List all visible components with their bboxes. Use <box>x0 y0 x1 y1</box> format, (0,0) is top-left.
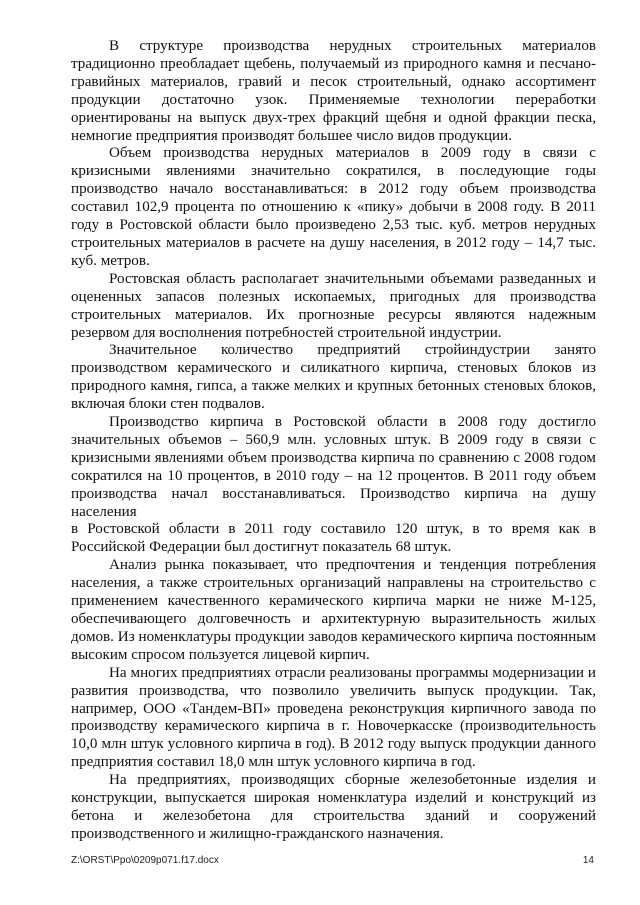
paragraph-reinforced-concrete: На предприятиях, производящих сборные железобетонные изделия и конструкции, выпускается широкая номенклатура изделий и конструкций из бетона и железобетона для строительства зданий и сооружений производственного и жилищно-гражданского назначения. <box>71 772 596 842</box>
paragraph-brick-per-capita: в Ростовской области в 2011 году составило 120 штук, в то время как в Российской Федерации был достигнут показатель 68 штук. <box>71 521 596 556</box>
footer-file-path: Z:\ORST\Ppo\0209p071.f17.docx <box>71 855 219 866</box>
paragraph-nonmetallic-volume: Объем производства нерудных материалов в 2009 году в связи с кризисными явлениями значительно сократился, в последующие годы производство начало восстанавливаться: в 2012 году объем производства составил 102,9 процента по отношению к «пику» добычи в 2008 году. В 2011 году в Ростовской области было произведено 2,53 тыс. куб. метров нерудных строительных материалов в расчете на душу населения, в 2012 году – 14,7 тыс. куб. метров. <box>71 145 596 269</box>
paragraph-enterprises-count: Значительное количество предприятий стройиндустрии занято производством керамического и силикатного кирпича, стеновых блоков из природного камня, гипса, а также мелких и крупных бетонных стеновых блоков, включая блоки стен подвалов. <box>71 342 596 413</box>
paragraph-modernization: На многих предприятиях отрасли реализованы программы модернизации и развития производства, что позволило увеличить выпуск продукции. Так, например, ООО «Тандем-ВП» проведена реконструкция кирпичного завода по производству керамического кирпича в г. Новочеркасске (производительность 10,0 млн штук условного кирпича в год). В 2012 году выпуск продукции данного предприятия составил 18,0 млн штук условного кирпича в год. <box>71 664 596 771</box>
page-number: 14 <box>582 855 594 866</box>
paragraph-rostov-reserves: Ростовская область располагает значительными объемами разведанных и оцененных запасов полезных ископаемых, пригодных для производства строительных материалов. Их прогнозные ресурсы являются надежным резервом для восполнения потребностей строительной индустрии. <box>71 270 596 341</box>
document-body <box>71 38 596 844</box>
paragraph-market-analysis: Анализ рынка показывает, что предпочтения и тенденция потребления населения, а также строительных организаций направлены на строительство с применением качественного керамического кирпича марки не ниже М-125, обеспечивающего долговечность и архитектурную выразительность жилых домов. Из номенклатуры продукции заводов керамического кирпича постоянным высоким спросом пользуется лицевой кирпич. <box>71 557 596 663</box>
paragraph-crushed-stone-structure: В структуре производства нерудных строительных материалов традиционно преобладает щебень, получаемый из природного камня и песчано-гравийных материалов, гравий и песок строительный, однако ассортимент продукции достаточно узок. Применяемые технологии переработки ориентированы на выпуск двух-трех фракций щебня и одной фракции песка, немногие предприятия производят большее число видов продукции. <box>71 38 596 144</box>
paragraph-brick-production: Производство кирпича в Ростовской области в 2008 году достигло значительных объемов – 560,9 млн. условных штук. В 2009 году в связи с кризисными явлениями объем производства кирпича по сравнению с 2008 годом сократился на 10 процентов, в 2010 году – на 12 процентов. В 2011 году объем производства начал восстанавливаться. Производство кирпича на душу населения <box>71 414 596 520</box>
